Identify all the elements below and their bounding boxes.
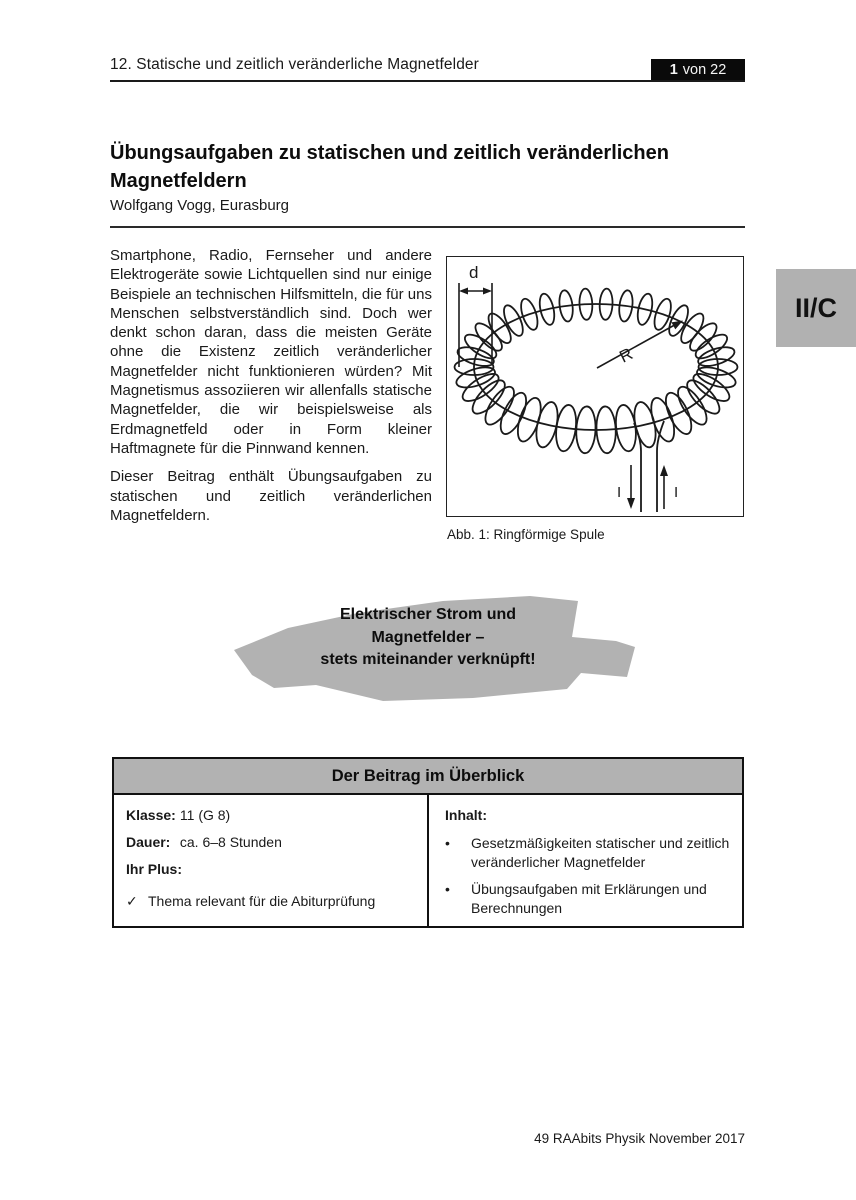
bullet-icon: • (445, 881, 450, 897)
intro-paragraph-2: Dieser Beitrag enthält Übungsaufgaben zu statischen und zeitlich veränderlichen Magnetfeldern. (110, 468, 432, 524)
inhalt-bullet-2: Übungsaufgaben mit Erklärungen und Berechnungen (471, 881, 707, 916)
figure-frame (446, 256, 744, 517)
footer-imprint: 49 RAAbits Physik November 2017 (534, 1131, 745, 1146)
overview-table-left-cell (114, 795, 427, 926)
table-row (126, 832, 419, 852)
inhalt-bullet-1: Gesetzmäßigkeiten statischer und zeitlich veränderlicher Magnetfelder (471, 835, 730, 870)
coil-diameter-label: d (469, 263, 479, 282)
check-icon: ✓ (126, 893, 138, 909)
dauer-value: ca. 6–8 Stunden (179, 834, 282, 850)
article-author: Wolfgang Vogg, Eurasburg (110, 197, 290, 214)
bullet-icon: • (445, 835, 450, 851)
list-item (445, 834, 734, 871)
coil-loops (454, 288, 738, 453)
toroid-coil-figure (447, 257, 743, 516)
list-item (445, 880, 734, 917)
plus-check-row (126, 891, 419, 911)
current-label-left: I (617, 484, 622, 501)
current-leads (617, 421, 678, 512)
coil-radius-label: R (616, 344, 636, 367)
section-tab-label: II/C (794, 292, 837, 323)
slogan-line-2: Magnetfelder – (371, 628, 485, 646)
page-number-badge (651, 59, 745, 80)
table-row (126, 859, 419, 879)
klasse-value: 11 (G 8) (179, 807, 231, 823)
chapter-heading: 12. Statische und zeitlich veränderliche Magnetfelder (110, 56, 479, 73)
header-divider (110, 80, 745, 82)
inhalt-label: Inhalt: (445, 807, 487, 823)
page-number-total: von 22 (682, 61, 727, 78)
slogan-line-1: Elektrischer Strom und (339, 606, 517, 623)
slogan-line-3: stets miteinander verknüpft! (320, 651, 536, 668)
current-arrow-down-icon (627, 498, 635, 509)
overview-table-right-cell (427, 795, 742, 926)
intro-paragraph-1: Smartphone, Radio, Fernseher und andere Elektrogeräte sowie Lichtquellen sind nur einige Beispiele an technischen Hilfsmitteln, die für uns Menschen selbstverständlich sind. Doch wer denkt schon daran, dass die meisten Geräte ohne die Existenz zeitlich veränderlicher Magnetfelder nicht funktionieren würden? Mit Magnetismus assoziieren wir allenfalls statische Magnetfelder, die wir beispielsweise als Erdmagnetfeld oder in Form kleiner Haftmagnete für die Pinnwand kennen. (110, 247, 432, 457)
table-row (126, 805, 419, 825)
section-tab (776, 269, 856, 347)
plus-check-text: Thema relevant für die Abiturprüfung (148, 893, 376, 909)
ihr-plus-label: Ihr Plus: (126, 861, 183, 877)
overview-table-title: Der Beitrag im Überblick (114, 759, 742, 795)
dauer-label: Dauer: (126, 834, 171, 850)
page-number-current: 1 (669, 61, 678, 78)
slogan-banner (218, 588, 638, 710)
slogan-text (238, 604, 618, 672)
coil-centerline (474, 304, 718, 430)
intro-text-column (110, 246, 432, 534)
current-label-right: I (674, 484, 679, 501)
title-divider (110, 226, 745, 228)
figure-caption: Abb. 1: Ringförmige Spule (447, 527, 605, 542)
klasse-label: Klasse: (126, 807, 176, 823)
overview-table (112, 757, 744, 928)
current-arrow-up-icon (660, 465, 668, 476)
article-title: Übungsaufgaben zu statischen und zeitlich veränderlichen Magnetfeldern (110, 142, 669, 193)
